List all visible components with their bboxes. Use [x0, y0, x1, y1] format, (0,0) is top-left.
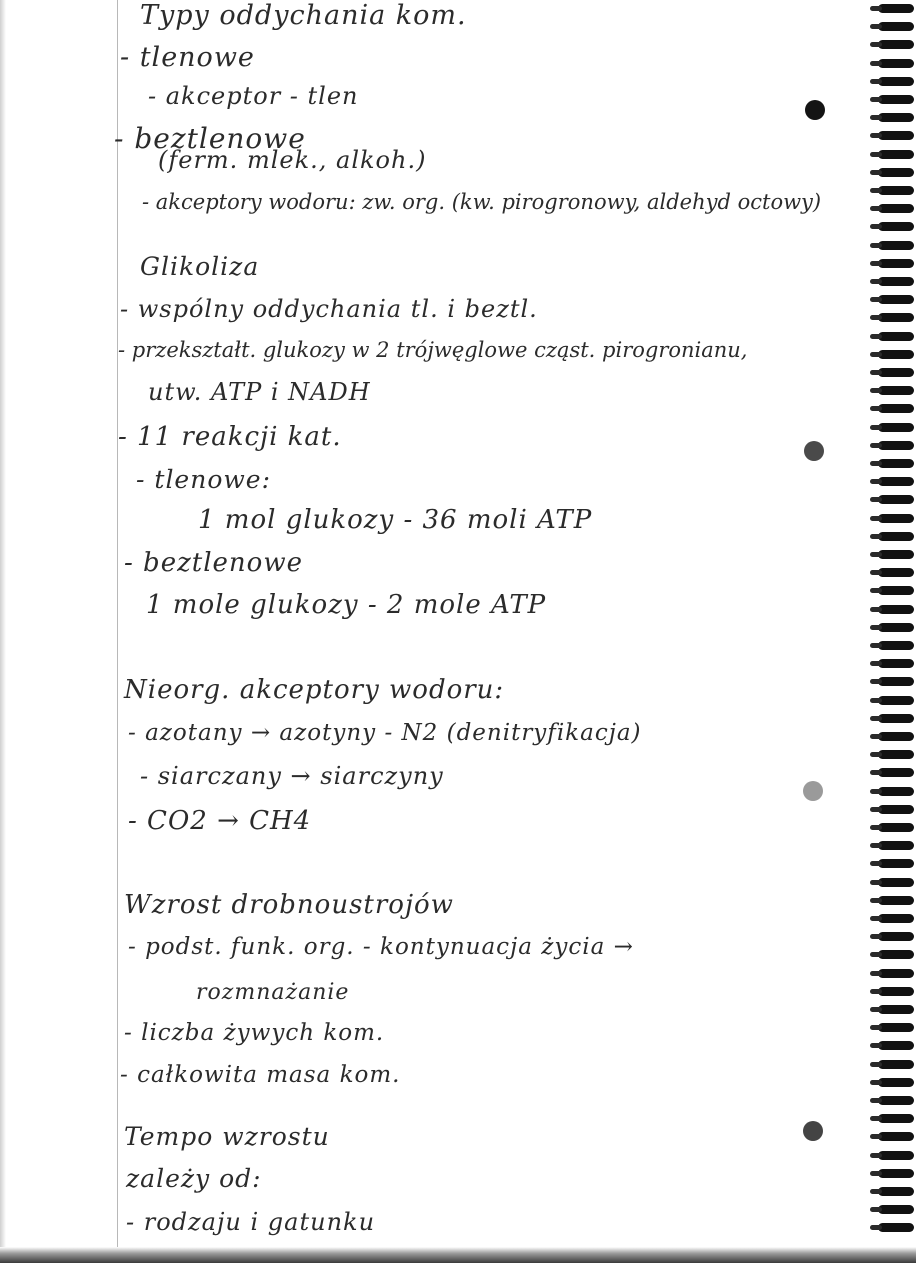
spiral-coil: [878, 150, 914, 159]
spiral-coil: [878, 259, 914, 268]
spiral-coil: [878, 532, 914, 541]
margin-line: [117, 0, 118, 1250]
note-line: - rodzaju i gatunku: [126, 1208, 376, 1236]
spiral-coil: [878, 950, 914, 959]
spiral-coil: [878, 641, 914, 650]
punch-hole: [803, 1121, 823, 1141]
spiral-coil: [878, 987, 914, 996]
note-heading-microbial-growth: Wzrost drobnoustrojów: [124, 890, 454, 920]
spiral-coil: [878, 841, 914, 850]
punch-hole: [805, 100, 825, 120]
spiral-coil: [878, 1169, 914, 1178]
note-heading-growth-rate: Tempo wzrostu: [124, 1122, 330, 1151]
punch-hole: [804, 441, 824, 461]
spiral-coil: [878, 113, 914, 122]
spiral-coil: [878, 168, 914, 177]
spiral-coil: [878, 459, 914, 468]
spiral-coil: [878, 878, 914, 887]
spiral-coil: [878, 1187, 914, 1196]
spiral-coil: [878, 1132, 914, 1141]
spiral-coil: [878, 896, 914, 905]
spiral-coil: [878, 768, 914, 777]
spiral-binding: [868, 0, 916, 1250]
spiral-coil: [878, 222, 914, 231]
note-line: - akceptory wodoru: zw. org. (kw. pirogronowy, aldehyd octowy): [142, 190, 822, 214]
spiral-coil: [878, 932, 914, 941]
scan-left-shadow: [0, 0, 6, 1263]
spiral-coil: [878, 1151, 914, 1160]
spiral-coil: [878, 22, 914, 31]
spiral-coil: [878, 605, 914, 614]
spiral-coil: [878, 1005, 914, 1014]
spiral-coil: [878, 823, 914, 832]
spiral-coil: [878, 514, 914, 523]
spiral-coil: [878, 1023, 914, 1032]
spiral-coil: [878, 859, 914, 868]
note-line: - CO2 → CH4: [128, 806, 312, 836]
spiral-coil: [878, 495, 914, 504]
scan-bottom-edge: [0, 1247, 916, 1263]
spiral-coil: [878, 914, 914, 923]
spiral-coil: [878, 696, 914, 705]
spiral-coil: [878, 350, 914, 359]
note-line: - podst. funk. org. - kontynuacja życia →: [128, 934, 634, 960]
note-line: - tlenowe: [120, 42, 255, 73]
spiral-coil: [878, 586, 914, 595]
spiral-coil: [878, 295, 914, 304]
spiral-coil: [878, 441, 914, 450]
spiral-coil: [878, 77, 914, 86]
spiral-coil: [878, 313, 914, 322]
note-line: - siarczany → siarczyny: [140, 762, 444, 790]
note-line: - całkowita masa kom.: [120, 1062, 401, 1088]
spiral-coil: [878, 131, 914, 140]
spiral-coil: [878, 550, 914, 559]
spiral-coil: [878, 750, 914, 759]
spiral-coil: [878, 659, 914, 668]
note-heading-respiration-types: Typy oddychania kom.: [140, 0, 467, 31]
note-line: utw. ATP i NADH: [148, 378, 371, 406]
punch-hole: [803, 781, 823, 801]
note-line: - 11 reakcji kat.: [118, 422, 342, 452]
note-line: - beztlenowe: [124, 548, 303, 578]
spiral-coil: [878, 732, 914, 741]
spiral-coil: [878, 1060, 914, 1069]
spiral-coil: [878, 1078, 914, 1087]
note-line: - beztlenowe: [114, 122, 306, 155]
spiral-coil: [878, 677, 914, 686]
spiral-coil: [878, 714, 914, 723]
spiral-coil: [878, 1096, 914, 1105]
spiral-coil: [878, 623, 914, 632]
spiral-coil: [878, 568, 914, 577]
note-heading-inorganic-acceptors: Nieorg. akceptory wodoru:: [124, 675, 505, 705]
spiral-coil: [878, 204, 914, 213]
note-line: rozmnażanie: [196, 980, 350, 1005]
note-line: 1 mole glukozy - 2 mole ATP: [146, 590, 547, 620]
spiral-coil: [878, 1223, 914, 1232]
spiral-coil: [878, 787, 914, 796]
note-line: - liczba żywych kom.: [124, 1020, 385, 1046]
spiral-coil: [878, 1205, 914, 1214]
spiral-coil: [878, 368, 914, 377]
spiral-coil: [878, 4, 914, 13]
note-line: zależy od:: [126, 1164, 262, 1193]
spiral-coil: [878, 186, 914, 195]
note-line: - przekształt. glukozy w 2 trójwęglowe cząst. pirogronianu,: [118, 338, 748, 362]
spiral-coil: [878, 404, 914, 413]
spiral-coil: [878, 423, 914, 432]
note-line: - akceptor - tlen: [148, 82, 359, 110]
note-line: - tlenowe:: [136, 465, 271, 494]
spiral-coil: [878, 386, 914, 395]
spiral-coil: [878, 477, 914, 486]
spiral-coil: [878, 332, 914, 341]
spiral-coil: [878, 805, 914, 814]
spiral-coil: [878, 241, 914, 250]
spiral-coil: [878, 40, 914, 49]
note-line: - wspólny oddychania tl. i beztl.: [120, 295, 538, 323]
note-line: (ferm. mlek., alkoh.): [158, 146, 427, 174]
spiral-coil: [878, 1041, 914, 1050]
spiral-coil: [878, 969, 914, 978]
note-line: - azotany → azotyny - N2 (denitryfikacja): [128, 720, 642, 746]
note-heading-glycolysis: Glikoliza: [140, 252, 260, 281]
spiral-coil: [878, 277, 914, 286]
spiral-coil: [878, 59, 914, 68]
spiral-coil: [878, 95, 914, 104]
spiral-coil: [878, 1114, 914, 1123]
note-line: 1 mol glukozy - 36 moli ATP: [198, 505, 593, 535]
